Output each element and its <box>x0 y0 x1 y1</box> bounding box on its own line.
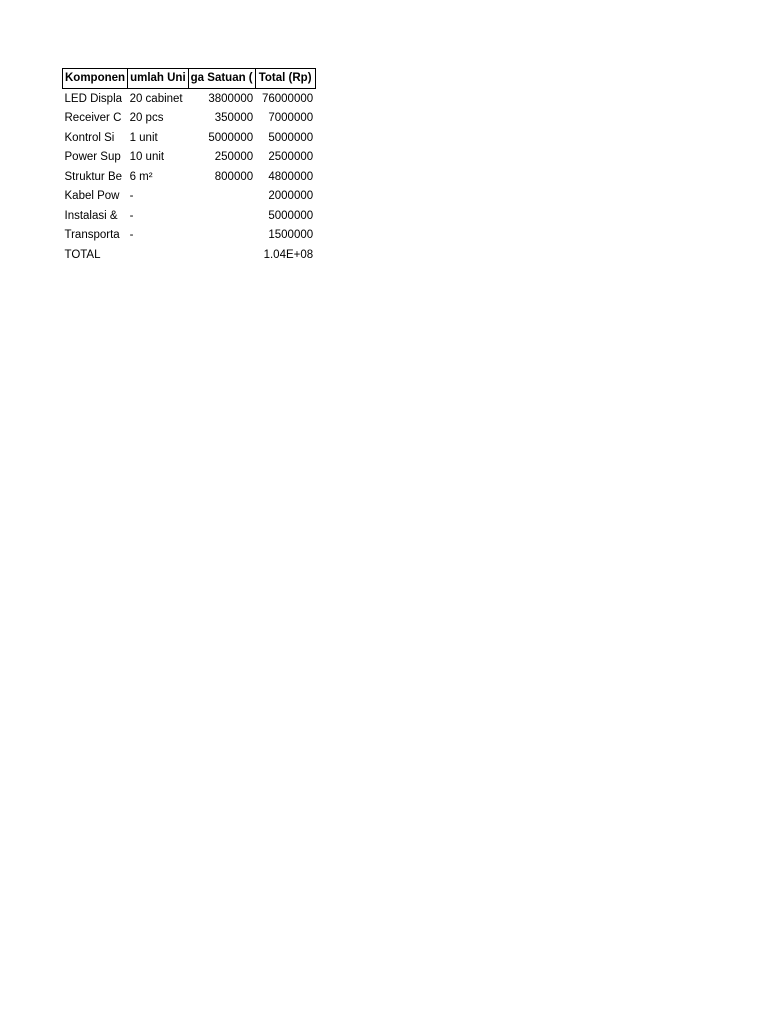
cell-harga[interactable]: 800000 <box>214 170 254 183</box>
table-row <box>63 148 316 168</box>
cell-total[interactable]: 5000000 <box>268 131 314 144</box>
cell-komponen[interactable]: Instalasi & <box>64 209 118 222</box>
cell-total[interactable]: 5000000 <box>268 209 314 222</box>
cell-harga[interactable] <box>188 187 255 207</box>
header-harga-satuan[interactable]: ga Satuan ( <box>188 69 255 89</box>
cell-jumlah[interactable]: 20 cabinet <box>129 92 183 105</box>
header-total[interactable]: Total (Rp) <box>255 69 315 89</box>
cell-jumlah[interactable]: 10 unit <box>129 151 165 163</box>
table-row <box>63 187 316 207</box>
cost-table-region <box>62 68 316 265</box>
cell-total[interactable]: 76000000 <box>261 92 314 105</box>
cell-total-label[interactable]: TOTAL <box>64 248 101 261</box>
cell-harga[interactable] <box>188 206 255 226</box>
cell-komponen[interactable]: Transporta <box>64 229 120 241</box>
cell-jumlah[interactable]: - <box>129 209 134 222</box>
cell-harga[interactable]: 250000 <box>214 151 254 163</box>
table-row <box>63 89 316 109</box>
table-row <box>63 128 316 148</box>
cell-total[interactable]: 2500000 <box>268 151 314 163</box>
cell-jumlah[interactable] <box>128 245 189 265</box>
cell-jumlah[interactable]: - <box>129 229 134 241</box>
cell-harga[interactable]: 350000 <box>214 112 254 124</box>
header-row <box>63 69 316 89</box>
cell-komponen[interactable]: Struktur Be <box>64 170 123 183</box>
cell-total[interactable]: 1500000 <box>268 229 314 241</box>
header-jumlah-unit[interactable]: umlah Uni <box>128 69 189 89</box>
cell-komponen[interactable]: LED Displa <box>64 92 123 105</box>
cell-komponen[interactable]: Receiver C <box>64 112 122 124</box>
cell-jumlah[interactable]: 20 pcs <box>129 112 164 124</box>
cost-table <box>62 68 316 265</box>
table-row <box>63 226 316 246</box>
cell-harga[interactable] <box>188 226 255 246</box>
cell-jumlah[interactable]: - <box>129 190 134 202</box>
cell-harga[interactable]: 3800000 <box>208 92 254 105</box>
table-row <box>63 109 316 129</box>
cell-komponen[interactable]: Kabel Pow <box>64 190 120 202</box>
header-komponen[interactable]: Komponen <box>63 69 128 89</box>
cell-harga[interactable]: 5000000 <box>208 131 254 144</box>
table-row <box>63 167 316 187</box>
cell-jumlah[interactable]: 1 unit <box>129 131 158 144</box>
table-row <box>63 206 316 226</box>
cell-total[interactable]: 7000000 <box>268 112 314 124</box>
cell-komponen[interactable]: Kontrol Si <box>64 131 115 144</box>
cell-total[interactable]: 4800000 <box>268 170 314 183</box>
cell-jumlah[interactable]: 6 m² <box>129 170 153 183</box>
cell-komponen[interactable]: Power Sup <box>64 151 121 163</box>
cell-total[interactable]: 2000000 <box>268 190 314 202</box>
cell-harga[interactable] <box>188 245 255 265</box>
cell-grand-total[interactable]: 1.04E+08 <box>263 248 314 261</box>
total-row <box>63 245 316 265</box>
